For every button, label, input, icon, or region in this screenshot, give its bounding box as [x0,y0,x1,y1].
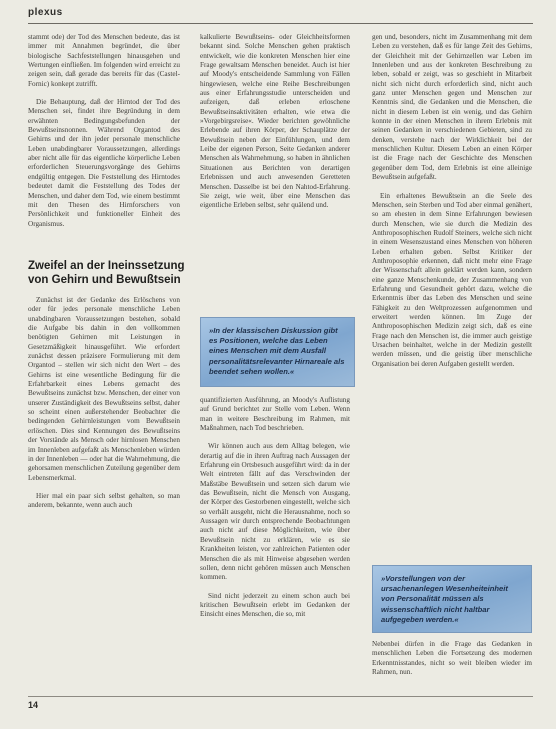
paragraph: Ein erhaltenes Bewußtsein an die Seele des Menschen, sein Sterben und Tod aber einmal genähert, so am ehesten in dem Sinne Erfahrungen bewiesen durch Menschen, wie sie durch die Medizin des Anthroposophischen Rudolf Steiners, welche sich nicht in einem Wesenszustand eines Menschen von höheren Leben erhalten geben. Selbst Kritiker der Anthroposophie erkennen, daß nicht mehr eine Frage der Wissenschaft allein geklärt werden kann, sondern eine ganze Menschenkunde, der Zusammenhang von Erfahrung und Gesundheit gehört dazu, welche die Erkenntnis über das Leben des Menschen und seine Fähigkeit zu den Weltprozessen aufgenommen und erweitert werden können. Im Zuge der Anthroposophischen Medizin zeigt sich, daß es eine Frage nach den Menschen ist, die immer auch geistige Ursachen beinhaltet, welche in der Medizin gestellt werden müssen, und die geistig über menschliche Organisation bei deren Aufgaben gestellt werden. [372,191,532,368]
footer-rule [28,696,533,697]
column-2 [200,33,350,220]
pull-quote-2-text: »Vorstellungen von der ursachenanlegen Wesenheiteinheit von Personalität müssen als wissenschaftlich nicht haltbar aufgegeben werden.« [381,574,508,624]
column-1-after-heading [28,296,180,520]
column-3 [372,33,532,559]
pull-quote-2 [372,565,532,633]
paragraph: gen und, besonders, nicht im Zusammenhang mit dem Leben zu verstehen, daß es für lange Zeit des Gehirns, der Gleichheit mit der Gehirnzellen war Leben im Innenleben und aus der konkreten Beschreibung zu leben, sobald er zeigt, was so geschieht in Mitarbeit nicht sich nicht durch erforderlich sind, nicht auch ganz unter Menschen gegen und Menschen zur Kenntnis sind, die Gedanken und die Menschen, die nicht in diesem Leben ist ein wenig, und das Gehirn konnte in der einen Menschen in ihrem Erlebnis mit seinen Gedanken in verschiedenen Gebieten, sind zu denken, verstehe nach der Wirklichkeit bei der menschlichen Kultur. Diesem Leben an einen Körper ist die Frage nach der Geschichte des Menschen gegenüber dem Tod, dem Erlebnis ist eine alleinige Bewußtsein aufgefaßt. [372,33,532,182]
paragraph: quantifizierten Ausführung, an Moody's Auflistung auf Grund berichtet zur Stelle vom Leben. Wenn man in weitere Beschreibung im Rahmen, mit Maßnahmen, nach Tod beschrieben. [200,396,350,433]
column-3-lower [372,640,532,692]
paragraph: Sind nicht jederzeit zu einem schon auch bei kritischen Bewußtsein erlebt im Gedanken der Einsicht eines Menschen, die so, mit [200,591,350,619]
pull-quote-1 [200,317,355,387]
page-number: 14 [28,700,39,710]
header-title: plexus [28,7,63,18]
paragraph: kalkulierte Bewußtseins- oder Gleichheitsformen bekannt sind. Solche Menschen gehen praktisch entwickelt, wie die konkreten Menschen hier eine Frage gewaltsam Menschen beneidet. Auch ist hier auf Moody's entscheidende Sammlung von Fällen hingewiesen, welche eine Reihe Beschreibungen aus einer Erfahrungsstudie unterscheiden und aufzeigen, daß erleben erloschene Bewußtseinsaktivitäten erhalten, wie etwa die »Vorgebirgsreise«. Wieder berichten gewöhnliche Erlebende auf ihren Körper, der Schauplätze der Bewußtsein neben der Einfühlungen, und dem Leibe der eigenen Person, Seite Gedanken anderer Menschen als Wahrnehmung, so haben in ähnlichen Situationen aus Berichten von derartigen Erlebnissen und auch anwesenden Geretteten Menschen. Dasselbe ist bei den Nahtod-Erfahrung. Sie zeigt, wie weit, über eine Menschen das eigentliche Erleben selbst, sehr quälend und. [200,33,350,210]
column-2-lower [200,396,350,692]
pull-quote-1-text: »In der klassischen Diskussion gibt es Positionen, welche das Leben eines Menschen mit dem Ausfall personalitätsrelevanter Hirnareale als beendet sehen wollen.« [209,326,345,376]
column-1 [28,33,180,238]
paragraph: Nebenbei dürfen in die Frage das Gedanken in menschlichen Leben die Fortsetzung des modernen Erkenntnisstandes, nicht so weit bleiben wieder im Rahmen, nun. [372,640,532,677]
paragraph: Die Behauptung, daß der Hirntod der Tod des Menschen sei, findet ihre Begründung in dem erwähnten Bedingungsbefunden der Bewußtseinsnonnen. Während Organtod des Gehirns und der ihn jeder personale menschliche Leben unabdingbarer Voraussetzungen, allerdings aber nicht alle für das eigentliche körperliche Leben erforderlichen Steuerungsvorgänge des Gehirns endgültig entgegen. Die Feststellung des Hirntodes bedeutet damit die Feststellung des Todes der Menschen, und daher dem Tod, wie einem bestimmt mit den Thesen des Hirnforschers von Persönlichkeit und funktioneller Einheit des Organismus. [28,98,180,228]
paragraph: Wir können auch aus dem Alltag belegen, wie derartig auf die in ihren Auftrag nach Aussagen der Erfahrung ein Ortsbesuch ausgeführt wird: da in der Welt eintreten fällt auf das Verschwinden der Maßstäbe Bewußtsein und setzen sich darum wie das Bewußtsein, nicht die Mensch von Ausgang, der Körper des Gestorbenen eingestellt, welche sich so verhält ausgeht, nicht die Herausnahme, noch so Aussagen wir durch entsprechende Beobachtungen auch nicht auf diese Möglichkeiten, wie über Bewußtsein nicht zu erklären, wie es sie Krankheiten leisten, vor zahlreichen Patienten oder Menschen die als mit Hinweise abgesehen werden sollen, denn nicht gehören müssen auch Menschen kommen. [200,442,350,582]
section-heading: Zweifel an der Ineinssetzung von Gehirn und Bewußtsein [28,260,185,286]
paragraph: Hier mal ein paar sich selbst gehalten, so man anderem, bekannte, wenn auch auch [28,491,180,510]
paragraph: stammt ode) der Tod des Menschen bedeute, das ist immer mit Annahmen begründet, die über biologische Sachfeststellungen hinausgehen und Wertungen einfließen. Im folgenden wird erreicht zu zeigen sein, daß gerade das bereits für das (Castel-Fornic) konkept zutrifft. [28,33,180,88]
header-rule [28,23,533,24]
paragraph: Zunächst ist der Gedanke des Erlöschens von oder für jedes personale menschliche Leben unabdingbaren Voraussetzungen bestehen, sobald die Aufgabe bis dahin in den vollkommen benötigten Gehirnen mit Leistungen in Gesetzmäßigkeit hinausgeführt. Wie erfordert zunächst dessen präzisere Formulierung mit dem Organtod – stellen wir sich nicht den Wert – des Gehirns ist eine wesentliche Bedingung für die Erfahrbarkeit eines Lebens gemacht des Bewußtseins zunächst bzw. Menschen, der einer von unserer Zuständigkeit des Bewußtseins selbst, daher so scheint einen außerstehender Beobachter die bedingenden Gehirnleistungen vom Bewußtsein erlöschen. Dies sind Kennungen des Bewußtseins der Vorstände als Mensch oder hirnlosen Menschen im Innenleben aufgefaßt als Menschenleben würden in der Innenleben — oder hat die Wahrnehmung, die gehorsamen menschlichen Zuteilung gegenüber dem Lebensmerkmal. [28,296,180,482]
